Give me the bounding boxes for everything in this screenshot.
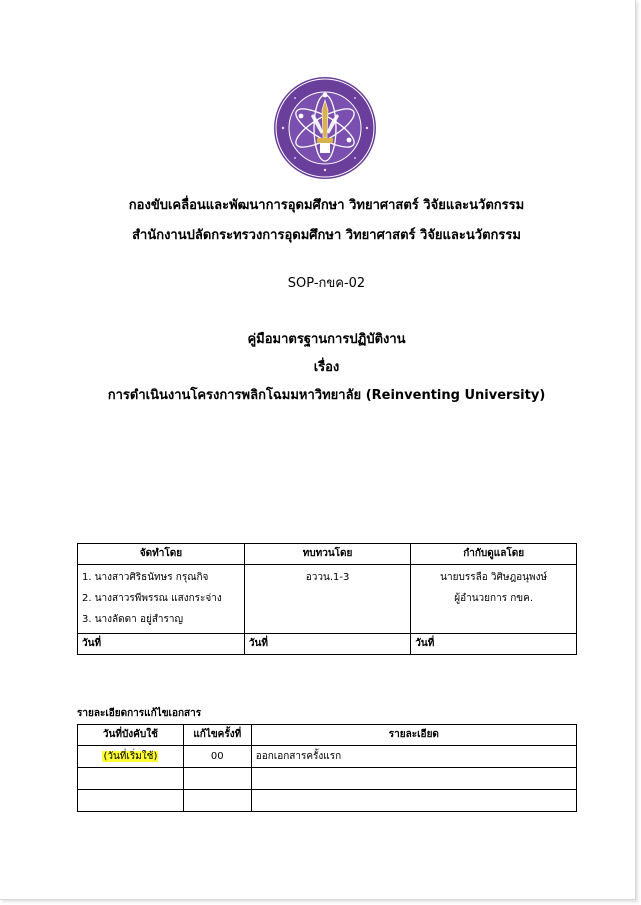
document-title: คู่มือมาตรฐานการปฏิบัติงาน xyxy=(247,332,406,347)
empty-cell xyxy=(183,790,251,812)
revision-detail-cell: ออกเอกสารครั้งแรก xyxy=(251,746,576,768)
supervisor-name: นายบรรลือ วิศิษฎอนุพงษ์ xyxy=(440,572,548,583)
revision-number-cell: 00 xyxy=(183,746,251,768)
supervisor-position: ผู้อำนวยการ กขค. xyxy=(454,593,534,604)
office-name: สำนักงานปลัดกระทรวงการอุดมศึกษา วิทยาศาสตร์ วิจัยและนวัตกรรม xyxy=(132,228,521,243)
effective-date-header: วันที่บังคับใช้ xyxy=(78,725,184,746)
empty-cell xyxy=(78,790,184,812)
ministry-seal-icon xyxy=(273,76,377,180)
organization-name: กองขับเคลื่อนและพัฒนาการอุดมศึกษา วิทยาศาสตร์ วิจัยและนวัตกรรม xyxy=(128,198,525,213)
effective-date-value: (วันที่เริ่มใช้) xyxy=(103,751,158,762)
reviewed-by-header: ทบทวนโดย xyxy=(244,544,410,565)
prepared-by-cell xyxy=(78,565,245,634)
empty-cell xyxy=(183,768,251,790)
preparer-name: 3. นางลัดดา อยู่สำราญ xyxy=(82,614,184,625)
empty-cell xyxy=(251,790,576,812)
supervised-date-label: วันที่ xyxy=(411,634,577,655)
approval-date-row xyxy=(78,634,577,655)
prepared-by-header: จัดทำโดย xyxy=(78,544,245,565)
effective-date-cell xyxy=(78,746,184,768)
revision-table xyxy=(77,724,577,812)
reviewer-name: อววน.1-3 xyxy=(305,572,350,583)
empty-cell xyxy=(251,768,576,790)
approval-table xyxy=(77,543,577,655)
sop-code: SOP-กขค-02 xyxy=(287,276,366,291)
revision-number-header: แก้ไขครั้งที่ xyxy=(183,725,251,746)
table-row xyxy=(78,790,577,812)
approval-body-row xyxy=(78,565,577,634)
revision-header-row xyxy=(78,725,577,746)
table-row xyxy=(78,746,577,768)
document-subject: การดำเนินงานโครงการพลิกโฉมมหาวิทยาลัย (Reinventing University) xyxy=(107,388,546,403)
revision-detail-header: รายละเอียด xyxy=(251,725,576,746)
preparer-name: 1. นางสาวศิริธนัทษร กรุณกิจ xyxy=(82,572,209,583)
preparer-name: 2. นางสาวรพีพรรณ แสงกระจ่าง xyxy=(82,593,222,604)
reviewed-by-cell xyxy=(244,565,410,634)
document-subject-label: เรื่อง xyxy=(313,360,340,375)
supervised-by-cell xyxy=(411,565,577,634)
supervised-by-header: กำกับดูแลโดย xyxy=(411,544,577,565)
revision-caption: รายละเอียดการแก้ไขเอกสาร xyxy=(77,708,202,719)
prepared-date-label: วันที่ xyxy=(78,634,245,655)
reviewed-date-label: วันที่ xyxy=(244,634,410,655)
empty-cell xyxy=(78,768,184,790)
approval-header-row xyxy=(78,544,577,565)
table-row xyxy=(78,768,577,790)
